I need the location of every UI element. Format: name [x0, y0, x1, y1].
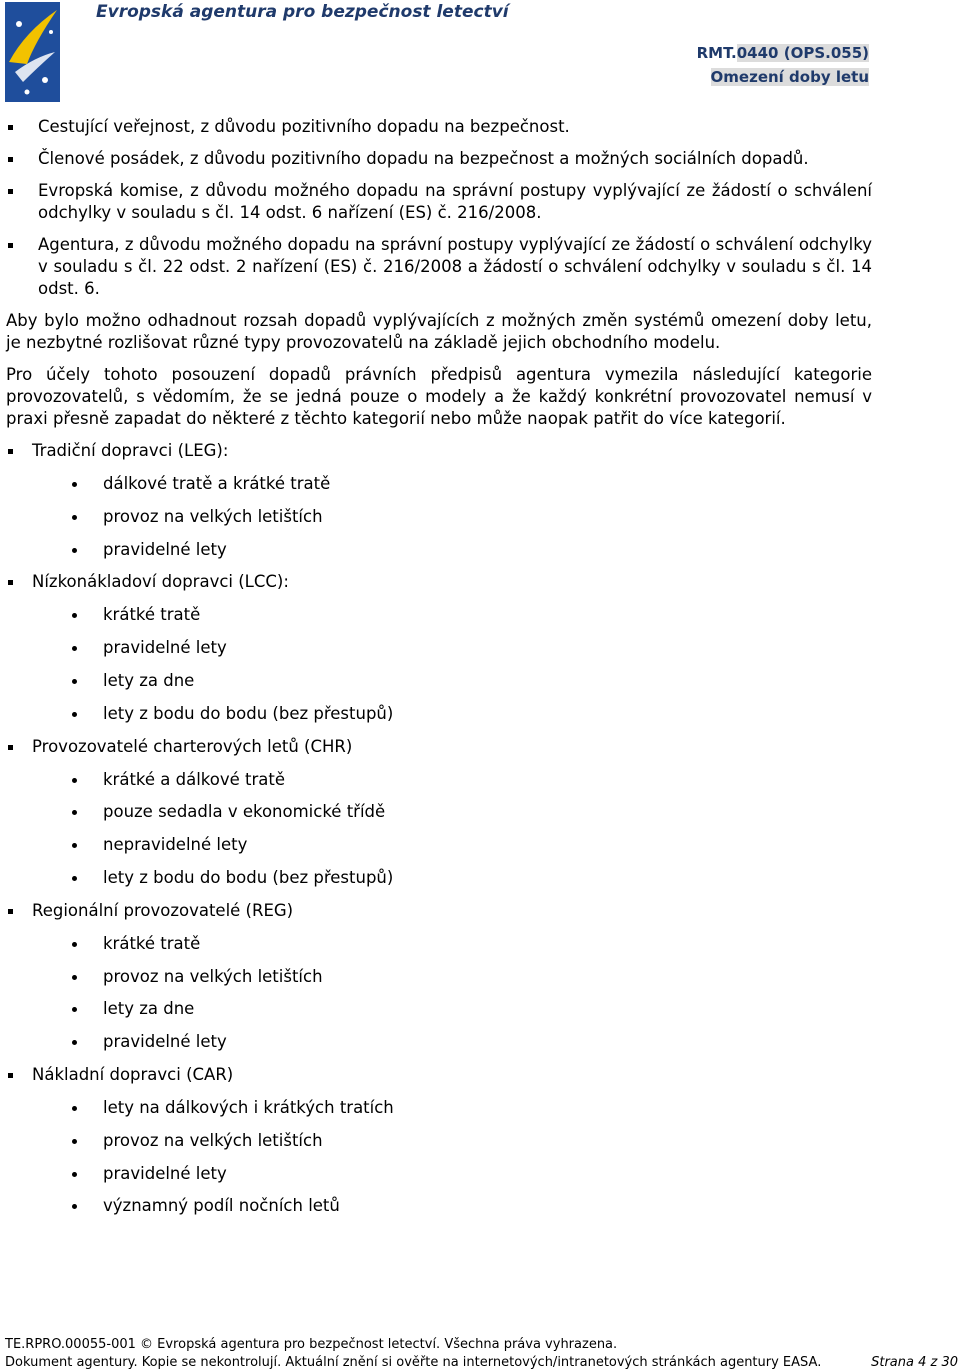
list-item: dálkové tratě a krátké tratě [6, 473, 872, 495]
footer-copyright: TE.RPRO.00055-001 © Evropská agentura pro bezpečnost letectví. Všechna práva vyhrazena. [5, 1337, 618, 1352]
list-item: krátké tratě [6, 604, 872, 626]
round-bullet-icon [72, 810, 77, 815]
round-bullet-icon [72, 1139, 77, 1144]
list-item: nepravidelné lety [6, 834, 872, 856]
paragraph: Aby bylo možno odhadnout rozsah dopadů vyplývajících z možných změn systémů omezení doby letu, je nezbytné rozlišovat různé typy provozovatelů na základě jejich obchodního modelu. [6, 311, 872, 352]
round-bullet-icon [72, 1040, 77, 1045]
category-heading: Regionální provozovatelé (REG) [6, 900, 872, 922]
list-item: lety z bodu do bodu (bez přestupů) [6, 703, 872, 725]
footer-notice-row [5, 1354, 958, 1372]
category-heading: Provozovatelé charterových letů (CHR) [6, 736, 872, 758]
round-bullet-icon [72, 942, 77, 947]
list-item: provoz na velkých letištích [6, 966, 872, 988]
list-item: Cestující veřejnost, z důvodu pozitivního dopadu na bezpečnost. [6, 116, 872, 138]
category-car [6, 1064, 872, 1217]
list-item: Členové posádek, z důvodu pozitivního dopadu na bezpečnost a možných sociálních dopadů. [6, 148, 872, 170]
round-bullet-icon [72, 876, 77, 881]
round-bullet-icon [72, 1106, 77, 1111]
list-item: významný podíl nočních letů [6, 1195, 872, 1217]
footer-notice: Dokument agentury. Kopie se nekontrolují. Aktuální znění si ověřte na internetových/intranetových stránkách agentury EASA. [5, 1355, 822, 1370]
square-bullet-icon [8, 909, 13, 914]
list-item: krátké tratě [6, 933, 872, 955]
category-heading: Tradiční dopravci (LEG): [6, 440, 872, 462]
square-bullet-icon [8, 157, 13, 162]
list-item: pouze sedadla v ekonomické třídě [6, 801, 872, 823]
round-bullet-icon [72, 712, 77, 717]
round-bullet-icon [72, 679, 77, 684]
list-item: lety na dálkových i krátkých tratích [6, 1097, 872, 1119]
list-item: Evropská komise, z důvodu možného dopadu na správní postupy vyplývající ze žádostí o schválení odchylky v souladu s čl. 14 odst. 6 nařízení (ES) č. 216/2008. [6, 180, 872, 224]
document-body [6, 116, 872, 1228]
category-lcc [6, 571, 872, 724]
list-item: krátké a dálkové tratě [6, 769, 872, 791]
list-item: pravidelné lety [6, 539, 872, 561]
document-reference [697, 44, 869, 62]
affected-parties-list [6, 116, 872, 300]
agency-title: Evropská agentura pro bezpečnost letectví [96, 2, 509, 22]
category-heading: Nákladní dopravci (CAR) [6, 1064, 872, 1086]
list-item: lety za dne [6, 670, 872, 692]
category-items [6, 604, 872, 724]
round-bullet-icon [72, 515, 77, 520]
round-bullet-icon [72, 613, 77, 618]
paragraph: Pro účely tohoto posouzení dopadů právních předpisů agentura vymezila následující kategorie provozovatelů, s vědomím, že se jedná pouze o modely a že každý konkrétní provozovatel nemusí v praxi přesně zapadat do některé z těchto kategorií nebo může naopak patřit do více kategorií. [6, 365, 872, 428]
list-item: provoz na velkých letištích [6, 1130, 872, 1152]
round-bullet-icon [72, 1007, 77, 1012]
category-chr [6, 736, 872, 889]
doc-ref-number: 0440 (OPS.055) [736, 44, 869, 62]
round-bullet-icon [72, 548, 77, 553]
square-bullet-icon [8, 125, 13, 130]
round-bullet-icon [72, 1204, 77, 1209]
category-items [6, 1097, 872, 1217]
category-items [6, 473, 872, 561]
round-bullet-icon [72, 843, 77, 848]
document-subtitle: Omezení doby letu [710, 68, 869, 86]
category-reg [6, 900, 872, 1053]
square-bullet-icon [8, 1073, 13, 1078]
page-footer [5, 1336, 958, 1372]
list-item: lety za dne [6, 998, 872, 1020]
easa-logo [5, 2, 60, 102]
round-bullet-icon [72, 778, 77, 783]
list-item: pravidelné lety [6, 637, 872, 659]
category-heading: Nízkonákladoví dopravci (LCC): [6, 571, 872, 593]
round-bullet-icon [72, 646, 77, 651]
round-bullet-icon [72, 1172, 77, 1177]
category-items [6, 933, 872, 1053]
list-item: pravidelné lety [6, 1163, 872, 1185]
square-bullet-icon [8, 449, 13, 454]
list-item: pravidelné lety [6, 1031, 872, 1053]
doc-ref-prefix: RMT. [696, 44, 737, 62]
category-leg [6, 440, 872, 561]
round-bullet-icon [72, 482, 77, 487]
list-item: lety z bodu do bodu (bez přestupů) [6, 867, 872, 889]
list-item: provoz na velkých letištích [6, 506, 872, 528]
square-bullet-icon [8, 580, 13, 585]
square-bullet-icon [8, 243, 13, 248]
round-bullet-icon [72, 975, 77, 980]
list-item: Agentura, z důvodu možného dopadu na správní postupy vyplývající ze žádostí o schválení odchylky v souladu s čl. 22 odst. 2 nařízení (ES) č. 216/2008 a žádostí o schválení odchylky v souladu s čl. 14 odst. 6. [6, 234, 872, 300]
page-number: Strana 4 z 30 [871, 1355, 958, 1370]
category-items [6, 769, 872, 889]
square-bullet-icon [8, 745, 13, 750]
square-bullet-icon [8, 189, 13, 194]
